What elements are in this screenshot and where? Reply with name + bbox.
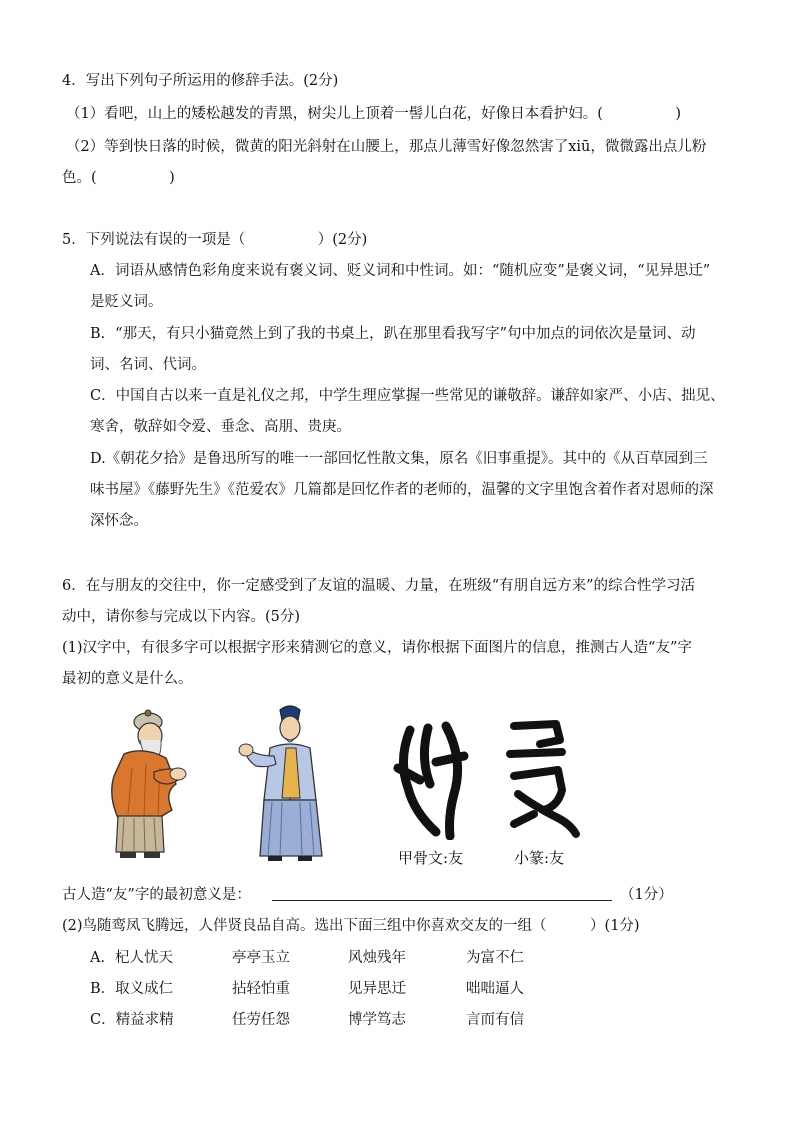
q5-option-d-3: 深怀念。 (90, 513, 148, 529)
q5-option-a-1: A．词语从感情色彩角度来说有褒义词、贬义词和中性词。如：“随机应变”是褒义词，“见异思迁” (90, 263, 711, 279)
q5-option-b-2: 词、名词、代词。 (90, 357, 206, 373)
q6-part1-b: 最初的意义是什么。 (62, 671, 193, 687)
q4-stem: 4．写出下列句子所运用的修辞手法。(2分) (62, 73, 339, 89)
q6-stem-1: 6．在与朋友的交往中，你一定感受到了友谊的温暖、力量，在班级“有朋自远方来”的综合性学习活 (62, 578, 696, 594)
q5-option-d-2: 味书屋》《藤野先生》《范爱农》几篇都是回忆作者的老师的，温馨的文字里饱含着作者对恩师的深 (90, 482, 714, 498)
q4-sentence-2a: （2）等到快日落的时候，微黄的阳光斜射在山腰上，那点儿薄雪好像忽然害了xiū，微微露出点儿粉 (66, 139, 707, 155)
q5-stem: 5．下列说法有误的一项是（ ）(2分) (62, 232, 368, 248)
q6-option-b-word4: 咄咄逼人 (466, 981, 524, 997)
q6-option-c-word4: 言而有信 (466, 1012, 524, 1028)
q5-option-b-1: B．“那天，有只小猫竟然上到了我的书桌上，趴在那里看我写字”句中加点的词依次是量词、动 (90, 326, 696, 342)
old-man-bowing-illustration (84, 706, 194, 862)
q6-option-c-word2: 任劳任怨 (232, 1012, 290, 1028)
q6-answer-prompt: 古人造“友”字的最初意义是： (62, 887, 251, 903)
small-seal-you-glyph (500, 714, 586, 840)
q6-option-c-word3: 博学笃志 (348, 1012, 406, 1028)
q5-option-a-2: 是贬义词。 (90, 294, 163, 310)
small-seal-caption: 小篆:友 (514, 849, 565, 867)
q4-sentence-2b: 色。( ) (62, 170, 175, 186)
q5-option-d-1: D.《朝花夕拾》是鲁迅所写的唯一一部回忆性散文集，原名《旧事重提》。其中的《从百草园到三 (90, 451, 708, 467)
oracle-bone-you-glyph (392, 716, 472, 840)
q6-part1-a: (1)汉字中，有很多字可以根据字形来猜测它的意义，请你根据下面图片的信息，推测古人造“友”字 (62, 640, 692, 656)
q6-option-b-word3: 见异思迁 (348, 981, 406, 997)
q6-option-a-word4: 为富不仁 (466, 950, 524, 966)
q6-option-b-word2: 拈轻怕重 (232, 981, 290, 997)
q6-answer-blank[interactable] (272, 900, 612, 901)
young-man-bowing-illustration (234, 700, 334, 862)
oracle-bone-caption: 甲骨文:友 (398, 849, 464, 867)
q4-sentence-1: （1）看吧，山上的矮松越发的青黑，树尖儿上顶着一髻儿白花，好像日本看护妇。( ) (66, 106, 682, 122)
q6-stem-2: 动中，请你参与完成以下内容。(5分) (62, 609, 301, 625)
q5-option-c-1: C．中国自古以来一直是礼仪之邦，中学生理应掌握一些常见的谦敬辞。谦辞如家严、小店、拙见、 (90, 388, 725, 404)
q6-option-a-word3: 风烛残年 (348, 950, 406, 966)
q6-answer-score: （1分） (620, 887, 673, 903)
q6-part2: (2)鸟随鸾凤飞腾远，人伴贤良品自高。选出下面三组中你喜欢交友的一组（ ）(1分) (62, 918, 640, 934)
q6-option-c-label: C．精益求精 (90, 1012, 174, 1028)
q6-option-a-label: A．杞人忧天 (90, 950, 173, 966)
q6-option-a-word2: 亭亭玉立 (232, 950, 290, 966)
q5-option-c-2: 寒舍，敬辞如令爱、垂念、高朋、贵庚。 (90, 419, 351, 435)
q6-option-b-label: B．取义成仁 (90, 981, 174, 997)
